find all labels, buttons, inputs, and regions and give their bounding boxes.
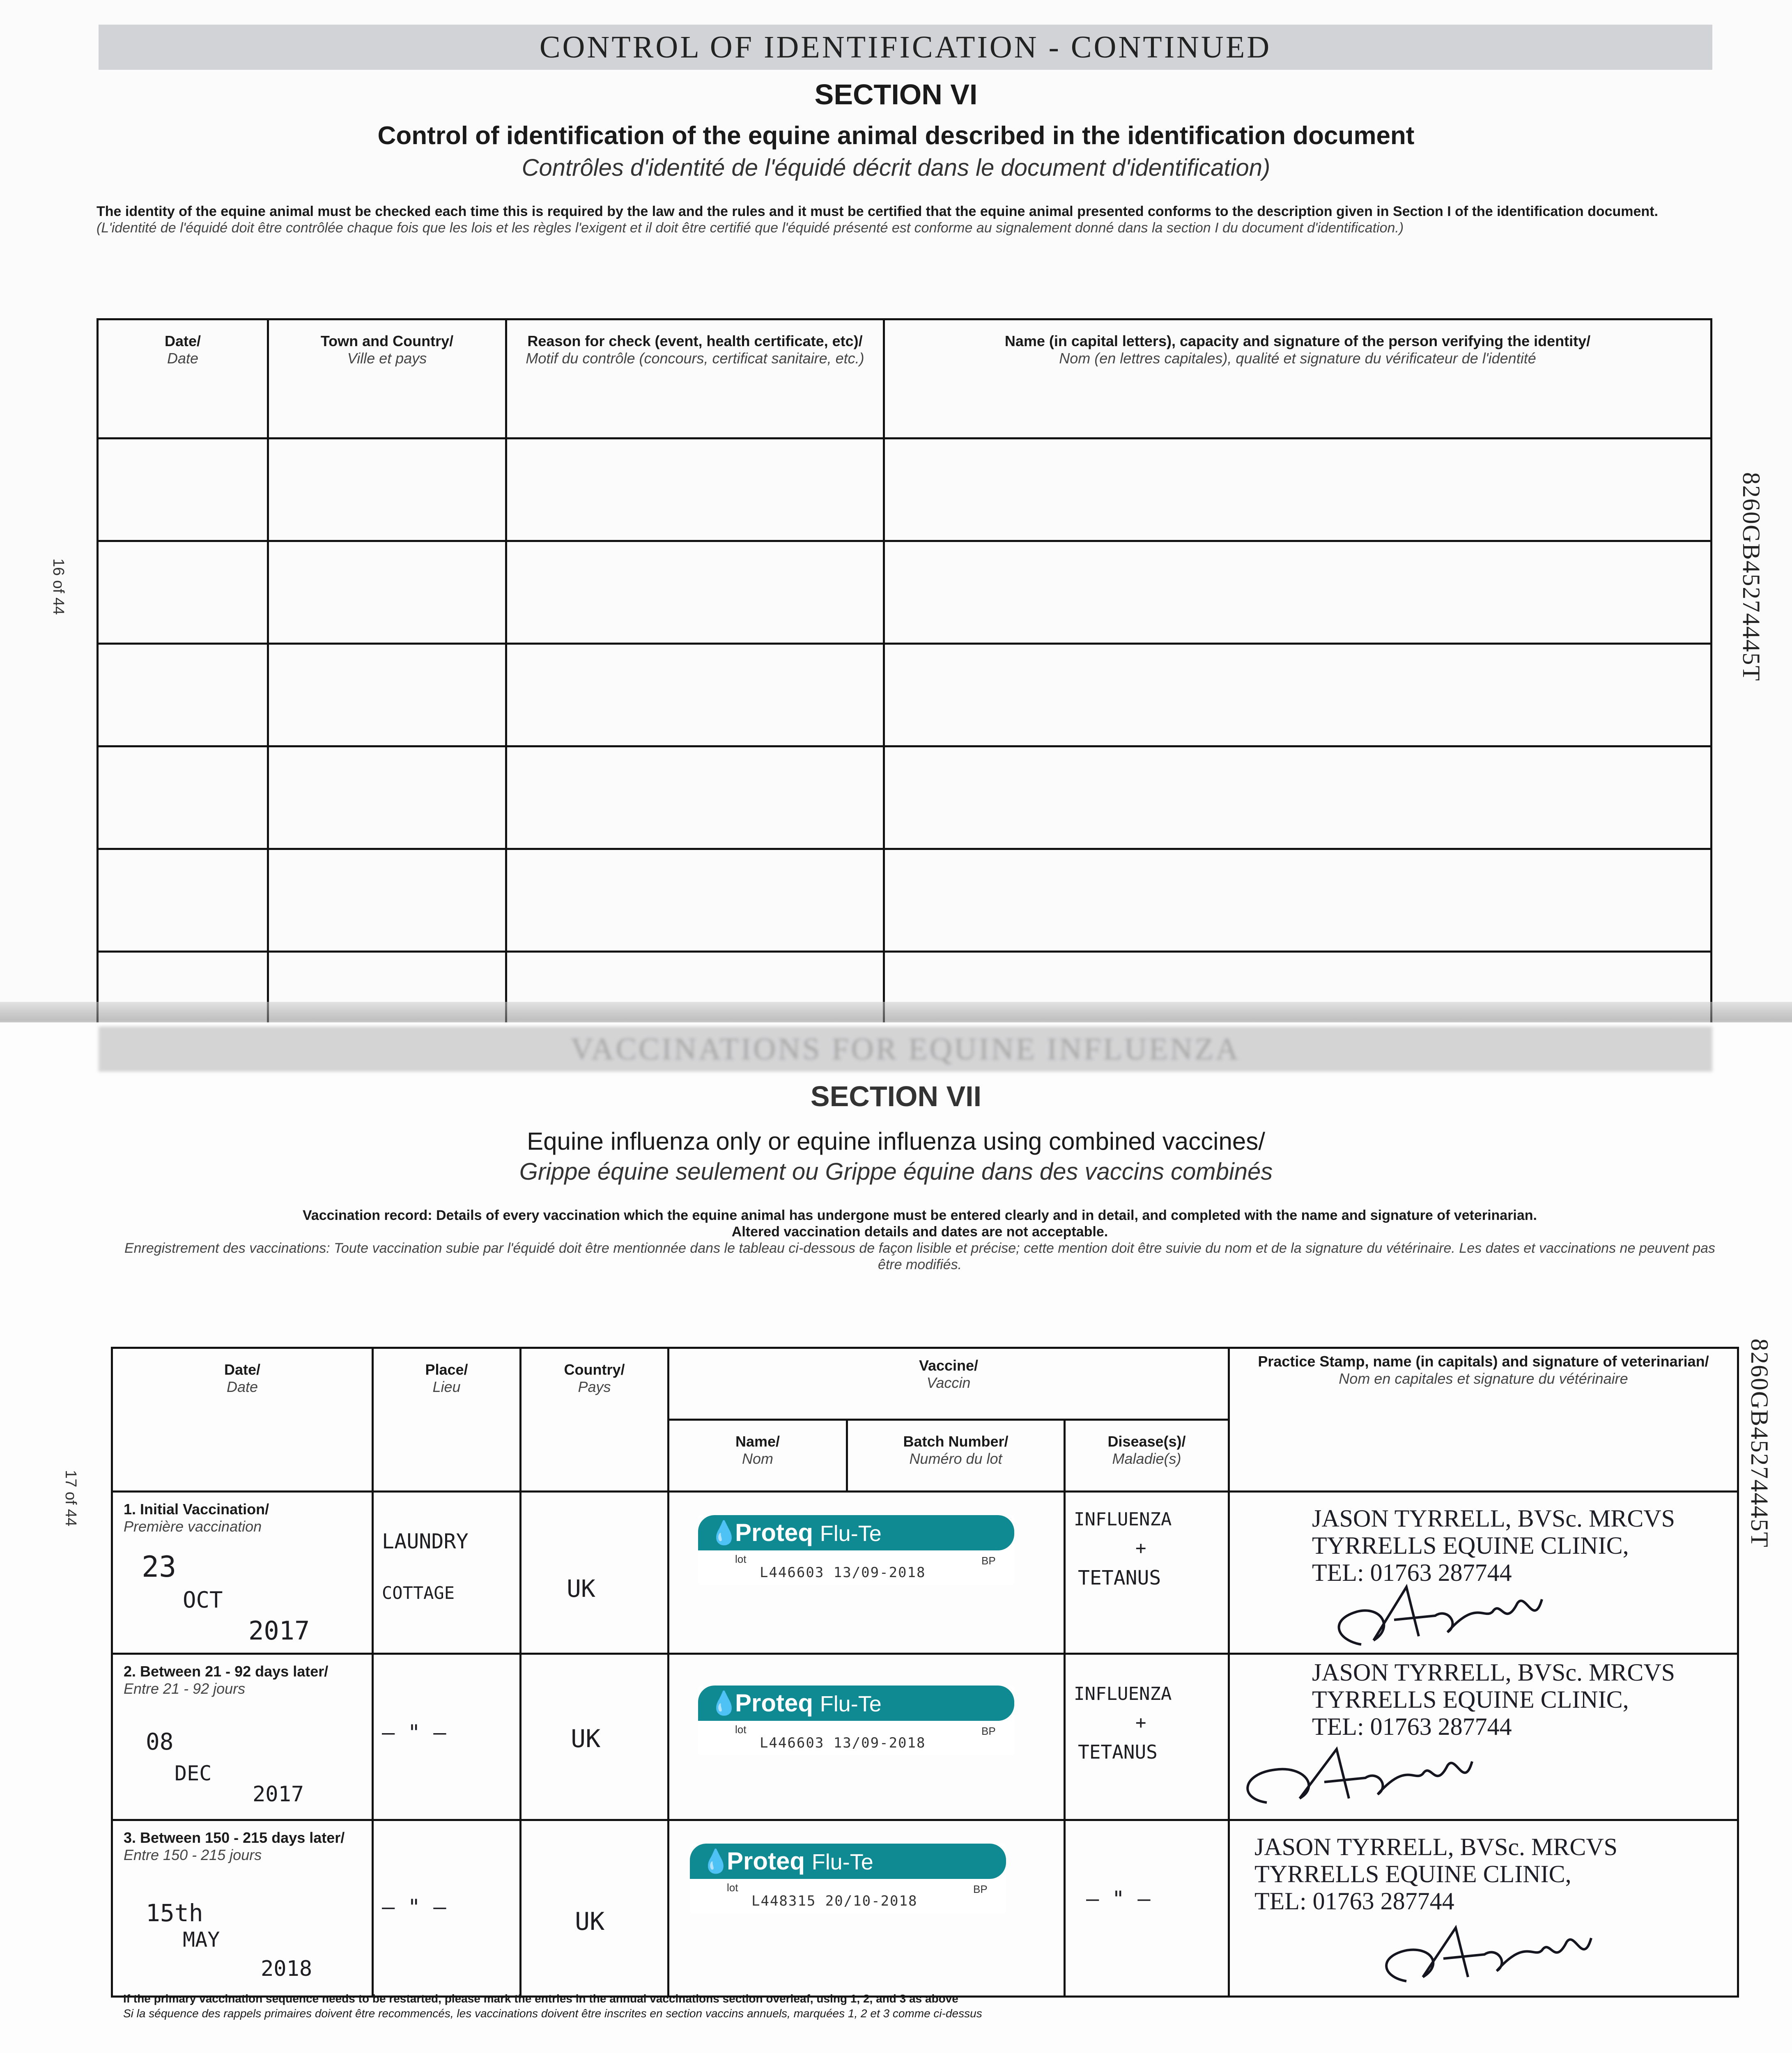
- row1-date-month: OCT: [183, 1587, 223, 1613]
- row3-date-year: 2018: [261, 1957, 312, 1981]
- notice-fr: (L'identité de l'équidé doit être contrôlée chaque fois que les lois et les règles l'exigent et il doit être certifié que l'équidé présenté est conforme au signalement donné dans la section I du document d'identification.): [96, 220, 1404, 236]
- row2-date-year: 2017: [253, 1782, 304, 1807]
- row2-label-fr: Entre 21 - 92 jours: [124, 1680, 246, 1697]
- drop-icon: 💧: [710, 1690, 738, 1716]
- row1-place-line1: LAUNDRY: [382, 1529, 469, 1553]
- sticker-bp-label: BP: [973, 1883, 988, 1895]
- section-vi-notice: [96, 203, 1686, 236]
- row3-place-cell: [373, 1820, 521, 1997]
- row1-vaccine-sticker: [698, 1515, 1014, 1585]
- table-row: [112, 1492, 1738, 1654]
- row1-batch-number: L446603 13/09-2018: [760, 1564, 926, 1581]
- section-vi-banner: CONTROL OF IDENTIFICATION - CONTINUED: [99, 25, 1712, 70]
- col-disease-header: Disease(s)/ Maladie(s): [1065, 1420, 1229, 1492]
- row1-vaccine-product: Flu-Te: [820, 1521, 882, 1546]
- row3-vaccine-brand: Proteq: [727, 1847, 805, 1875]
- passport-number-top: 8260GB45274445T: [1738, 472, 1765, 682]
- passport-number-bottom: 8260GB45274445T: [1746, 1339, 1773, 1548]
- row1-date-day: 23: [142, 1550, 177, 1584]
- row2-batch-number: L446603 13/09-2018: [760, 1735, 926, 1751]
- row2-country-cell: [521, 1654, 669, 1820]
- row1-disease-cell: [1065, 1492, 1229, 1654]
- section-vi-title-en: Control of identification of the equine animal described in the identification document: [377, 122, 1415, 150]
- row1-disease-line3: TETANUS: [1078, 1566, 1161, 1589]
- sticker-bp-label: BP: [981, 1555, 996, 1567]
- row3-signature: [1361, 1911, 1608, 1989]
- table-row: [98, 644, 1712, 746]
- row3-stamp-cell: [1229, 1820, 1738, 1997]
- row3-vaccine-product: Flu-Te: [811, 1850, 873, 1874]
- row2-vaccine-sticker: [698, 1686, 1014, 1755]
- row1-disease-line1: INFLUENZA: [1074, 1509, 1172, 1530]
- table-row: [98, 541, 1712, 644]
- notice-en-2: Altered vaccination details and dates are not acceptable.: [731, 1224, 1108, 1240]
- col-date-header: Date/ Date: [98, 319, 268, 439]
- footnote-fr: Si la séquence des rappels primaires doivent être recommencés, les vaccinations doivent être inscrites en section vaccins annuels, marquées 1, 2 et 3 comme ci-dessus: [123, 2007, 982, 2020]
- row3-vaccine-cell: [669, 1820, 1065, 1997]
- row2-date-day: 08: [146, 1729, 174, 1755]
- row3-disease-line1: — " —: [1086, 1887, 1151, 1911]
- row2-disease-line2: +: [1135, 1712, 1146, 1733]
- notice-fr: Enregistrement des vaccinations: Toute vaccination subie par l'équidé doit être mentionnée dans le tableau ci-dessous de façon lisible et précise; cette mention doit être suivie du nom et de la signature du vétérinaire. Les dates et vaccinations ne peuvent pas être modifiés.: [124, 1240, 1716, 1272]
- vaccination-footnote: [123, 1991, 1684, 2021]
- sticker-lot-label: lot: [735, 1723, 747, 1736]
- table-row: [112, 1654, 1738, 1820]
- row1-vet-stamp: JASON TYRRELL, BVSc. MRCVS TYRRELLS EQUINE CLINIC, TEL: 01763 287744: [1312, 1505, 1675, 1586]
- row1-vaccine-brand: Proteq: [735, 1519, 813, 1546]
- row3-date-cell: [112, 1820, 373, 1997]
- col-verifier-header: Name (in capital letters), capacity and signature of the person verifying the identity/ Nom (en lettres capitales), qualité et signature du vérificateur de l'identité: [884, 319, 1712, 439]
- row3-date-month: MAY: [183, 1928, 220, 1952]
- col-stamp-header: Practice Stamp, name (in capitals) and signature of veterinarian/ Nom en capitales et signature du vétérinaire: [1229, 1348, 1738, 1492]
- row1-country-cell: [521, 1492, 669, 1654]
- row1-vaccine-cell: [669, 1492, 1065, 1654]
- row2-date-month: DEC: [175, 1761, 212, 1785]
- row2-signature: [1230, 1737, 1517, 1815]
- row1-label-fr: Première vaccination: [124, 1518, 262, 1535]
- row1-signature: [1312, 1575, 1567, 1653]
- section-vii-title-en: Equine influenza only or equine influenza using combined vaccines/: [527, 1128, 1265, 1155]
- row3-label: 3. Between 150 - 215 days later/: [124, 1829, 345, 1846]
- row2-vaccine-cell: [669, 1654, 1065, 1820]
- col-date-header: Date/ Date: [112, 1348, 373, 1492]
- sticker-lot-label: lot: [727, 1881, 738, 1894]
- row2-disease-cell: [1065, 1654, 1229, 1820]
- row2-place-line1: — " —: [382, 1720, 446, 1745]
- row2-vaccine-product: Flu-Te: [820, 1692, 882, 1716]
- col-batch-header: Batch Number/ Numéro du lot: [847, 1420, 1065, 1492]
- section-vi-heading: SECTION VI: [814, 78, 978, 110]
- row3-place-line1: — " —: [382, 1895, 446, 1920]
- row1-country: UK: [567, 1575, 595, 1603]
- row1-stamp-cell: [1229, 1492, 1738, 1654]
- bottom-page: [0, 1022, 1792, 2053]
- vaccination-table: [111, 1347, 1739, 1998]
- table-row: [98, 439, 1712, 541]
- col-vaccine-name-header: Name/ Nom: [669, 1420, 847, 1492]
- footnote-en: If the primary vaccination sequence needs to be restarted, please mark the entries in the annual vaccinations section overleaf, using 1, 2, and 3 as above: [123, 1992, 958, 2005]
- row1-place-cell: [373, 1492, 521, 1654]
- row3-disease-cell: [1065, 1820, 1229, 1997]
- table-row: [112, 1820, 1738, 1997]
- table-row: [98, 746, 1712, 849]
- top-page: [0, 0, 1792, 1014]
- notice-en: The identity of the equine animal must be checked each time this is required by the law and the rules and it must be certified that the equine animal presented conforms to the description given in Section I of the identification document.: [96, 204, 1658, 219]
- row2-vet-stamp: JASON TYRRELL, BVSc. MRCVS TYRRELLS EQUINE CLINIC, TEL: 01763 287744: [1312, 1659, 1675, 1740]
- row3-label-fr: Entre 150 - 215 jours: [124, 1846, 262, 1863]
- section-vii-title-fr: Grippe équine seulement ou Grippe équine dans des vaccins combinés: [519, 1158, 1273, 1185]
- identity-check-table: [96, 318, 1712, 1024]
- row2-disease-line1: INFLUENZA: [1074, 1683, 1172, 1704]
- row2-country: UK: [571, 1725, 601, 1753]
- row2-date-cell: [112, 1654, 373, 1820]
- section-vi-title-fr: Contrôles d'identité de l'équidé décrit dans le document d'identification): [522, 154, 1270, 181]
- notice-en-1: Vaccination record: Details of every vaccination which the equine animal has undergone must be entered clearly and in detail, and completed with the name and signature of veterinarian.: [303, 1208, 1537, 1223]
- row1-date-year: 2017: [248, 1616, 310, 1646]
- row3-vet-stamp: JASON TYRRELL, BVSc. MRCVS TYRRELLS EQUINE CLINIC, TEL: 01763 287744: [1254, 1833, 1618, 1915]
- row3-country: UK: [575, 1907, 605, 1936]
- row2-vaccine-brand: Proteq: [735, 1689, 813, 1717]
- page-number-16: 16 of 44: [50, 558, 67, 615]
- drop-icon: 💧: [701, 1848, 730, 1874]
- row1-date-cell: [112, 1492, 373, 1654]
- row2-stamp-cell: [1229, 1654, 1738, 1820]
- sticker-bp-label: BP: [981, 1725, 996, 1737]
- section-vii-banner: VACCINATIONS FOR EQUINE INFLUENZA: [99, 1026, 1712, 1072]
- row1-label: 1. Initial Vaccination/: [124, 1501, 269, 1518]
- col-country-header: Country/ Pays: [521, 1348, 669, 1492]
- drop-icon: 💧: [710, 1520, 738, 1545]
- table-row: [98, 849, 1712, 952]
- row3-date-day: 15th: [146, 1899, 203, 1927]
- row3-vaccine-sticker: [690, 1844, 1006, 1913]
- col-town-header: Town and Country/ Ville et pays: [268, 319, 506, 439]
- section-vii-notice: [123, 1207, 1716, 1273]
- col-place-header: Place/ Lieu: [373, 1348, 521, 1492]
- sticker-lot-label: lot: [735, 1553, 747, 1565]
- col-vaccine-header: Vaccine/ Vaccin: [669, 1348, 1229, 1420]
- row3-country-cell: [521, 1820, 669, 1997]
- row2-place-cell: [373, 1654, 521, 1820]
- row1-disease-line2: +: [1135, 1538, 1146, 1559]
- col-reason-header: Reason for check (event, health certificate, etc)/ Motif du contrôle (concours, certificat sanitaire, etc.): [506, 319, 884, 439]
- row2-disease-line3: TETANUS: [1078, 1741, 1158, 1763]
- section-vii-heading: SECTION VII: [810, 1080, 982, 1112]
- row3-batch-number: L448315 20/10-2018: [751, 1893, 918, 1909]
- row1-place-line2: COTTAGE: [382, 1583, 455, 1603]
- page-number-17: 17 of 44: [62, 1470, 79, 1527]
- row2-label: 2. Between 21 - 92 days later/: [124, 1663, 329, 1680]
